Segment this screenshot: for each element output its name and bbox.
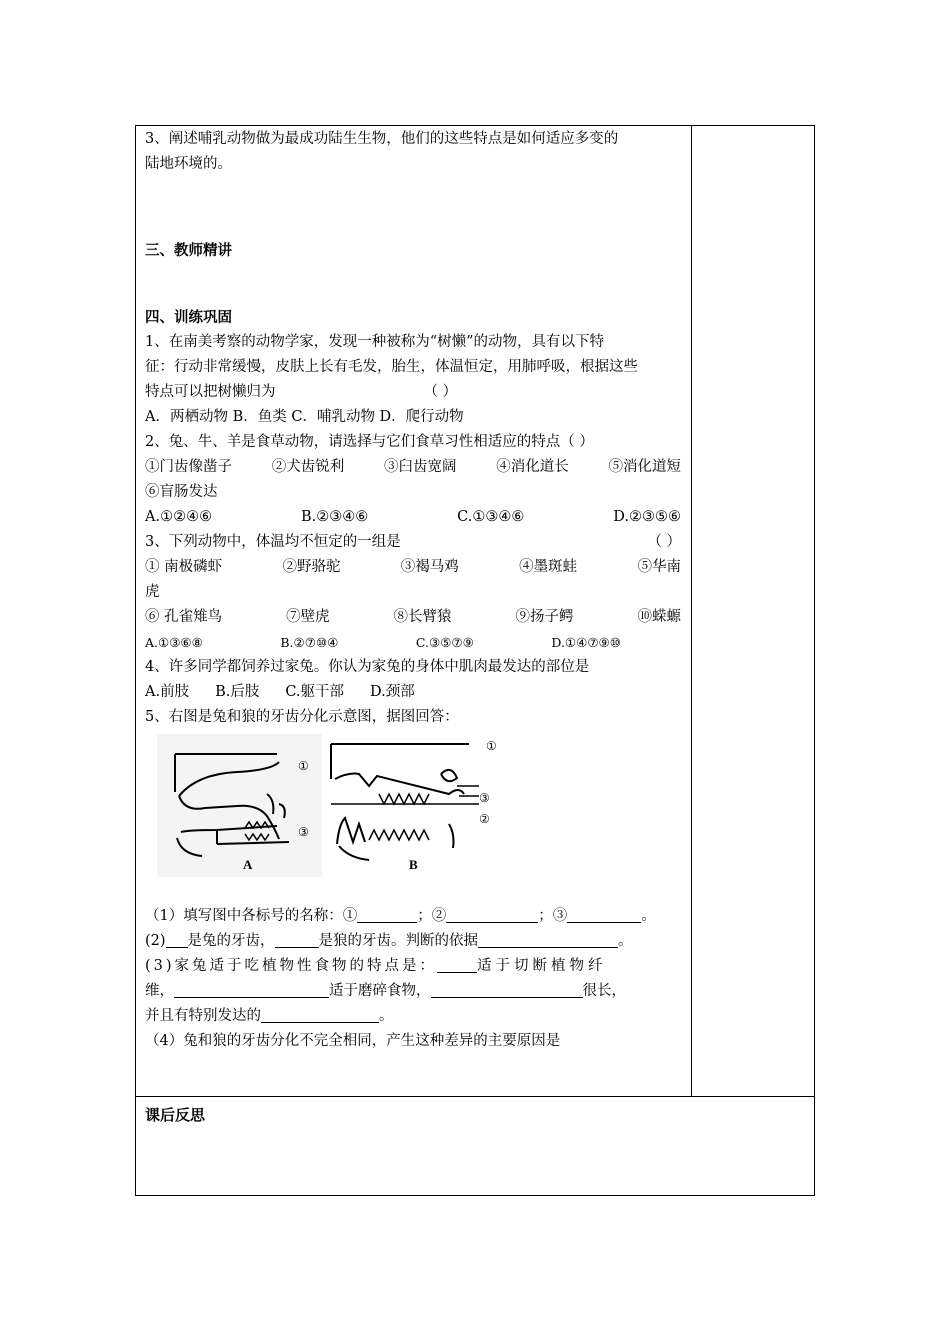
blank-field[interactable]: [357, 906, 417, 923]
q5-sub2-text: 是狼的牙齿。判断的依据: [318, 933, 479, 949]
mark-3: ③: [298, 825, 309, 839]
q2-option: A.①②④⑥: [145, 509, 213, 525]
q3-stem-row: [145, 530, 681, 555]
blank-field[interactable]: [261, 1006, 379, 1023]
q3-animal: ⑤华南: [637, 559, 681, 575]
q5-stem: 5、右图是兔和狼的牙齿分化示意图，据图回答：: [145, 709, 459, 725]
q2-option: B.②③④⑥: [300, 509, 369, 525]
q3-animal: ⑥ 孔雀雉鸟: [145, 609, 223, 625]
q5-sub3-text: 。: [379, 1008, 394, 1024]
blank-field[interactable]: [275, 931, 319, 948]
q2-feature: ①门齿像凿子: [145, 459, 232, 475]
q1-line3: [145, 380, 681, 405]
q5-sub2-num: (2): [145, 933, 166, 949]
q3-animal: ④墨斑蛙: [519, 559, 578, 575]
blank-field[interactable]: [478, 931, 618, 948]
q2-options: [145, 505, 681, 530]
q3-animal: ⑩蝾螈: [637, 609, 681, 625]
q2-option: C.①③④⑥: [457, 509, 525, 525]
figure-b-label: B: [409, 857, 418, 872]
figure-a-label: A: [243, 857, 253, 872]
reflection-title: 课后反思: [145, 1106, 206, 1124]
q3-paren: （ ）: [647, 534, 681, 550]
q2-feature6: ⑥盲肠发达: [145, 484, 218, 500]
q3-options: [145, 630, 681, 655]
q2-feature: ②犬齿锐利: [271, 459, 345, 475]
q5-sub3-text: 并且有特别发达的: [145, 1008, 261, 1024]
blank-field[interactable]: [431, 981, 583, 998]
q1-options: A．两栖动物 B．鱼类 C．哺乳动物 D．爬行动物: [145, 409, 464, 425]
q2-feature: ③臼齿宽阔: [384, 459, 457, 475]
q3-option: C.③⑤⑦⑨: [415, 635, 474, 650]
q3-animal: ⑨扬子鳄: [515, 609, 574, 625]
wolf-skull-figure: [329, 734, 515, 877]
q4-option: A.前肢: [145, 684, 190, 700]
q5-sub1-sep: ；②: [417, 908, 447, 924]
q5-sub3-text: (3)家兔适于吃植物性食物的特点是：: [145, 958, 438, 974]
q1-paren: （ ）: [423, 384, 458, 400]
q4-options: [145, 680, 681, 705]
q4-stem: 4、许多同学都饲养过家兔。你认为家兔的身体中肌肉最发达的部位是: [145, 659, 590, 675]
q2-option: D.②③⑤⑥: [613, 509, 681, 525]
q5-sub1-text: （1）填写图中各标号的名称：①: [145, 908, 358, 924]
blank-field[interactable]: [567, 906, 641, 923]
q5-sub3-text: 很长，: [582, 983, 626, 999]
q5-sub3-text: 适于磨碎食物，: [329, 983, 431, 999]
q2-feature: ④消化道长: [496, 459, 569, 475]
q3-option: B.②⑦⑩④: [280, 635, 339, 650]
q1-line1: 1、在南美考察的动物学家，发现一种被称为“树懒”的动物，具有以下特: [145, 334, 605, 350]
q3-text-line1: 3、阐述哺乳动物做为最成功陆生生物，他们的这些特点是如何适应多变的: [145, 131, 619, 147]
q5-sub3-text: 维，: [145, 983, 174, 999]
q3-animals-row1: [145, 555, 681, 580]
q3-animals-row2: [145, 605, 681, 630]
mark-1: ①: [486, 739, 497, 753]
q3-animal: ① 南极磷虾: [145, 559, 223, 575]
blank-field[interactable]: [166, 931, 188, 948]
worksheet-table: [135, 125, 815, 1196]
row-divider: [136, 1096, 814, 1097]
mark-1: ①: [298, 759, 309, 773]
teeth-figures: [145, 734, 681, 904]
q5-sub2-end: 。: [618, 933, 633, 949]
q5-sub2: [145, 929, 681, 954]
column-divider: [691, 126, 692, 1096]
q5-sub1-end: 。: [641, 908, 656, 924]
blank-field[interactable]: [446, 906, 538, 923]
q5-sub3-text: 适于切断植物纤: [477, 958, 607, 974]
q1-line2: 征：行动非常缓慢，皮肤上长有毛发，胎生，体温恒定，用肺呼吸，根据这些: [145, 359, 638, 375]
rabbit-skull-figure: [157, 734, 322, 877]
q2-features: [145, 455, 681, 480]
q5-sub3-line2: [145, 979, 681, 1004]
q5-sub1-sep: ；③: [538, 908, 568, 924]
q3-text-line2: 陆地环境的。: [145, 156, 232, 172]
blank-field[interactable]: [437, 956, 477, 973]
q3-option: D.①④⑦⑨⑩: [551, 635, 621, 650]
q3-option: A.①③⑥⑧: [145, 635, 203, 650]
main-cell: [145, 126, 681, 1054]
q5-sub2-text: 是兔的牙齿，: [187, 933, 275, 949]
q4-option: C.躯干部: [285, 684, 345, 700]
q3-animal: ⑧长臂猿: [393, 609, 452, 625]
q2-feature: ⑤消化道短: [608, 459, 681, 475]
mark-2: ②: [479, 812, 490, 826]
q3-stem: 3、下列动物中，体温均不恒定的一组是: [145, 534, 401, 550]
q5-sub3-line1: [145, 954, 681, 979]
q3-animals-row1-cont: 虎: [145, 584, 160, 600]
q3-animal: ②野骆驼: [282, 559, 341, 575]
section3-title: 三、教师精讲: [145, 242, 232, 259]
q4-option: D.颈部: [370, 684, 415, 700]
section4-title: 四、训练巩固: [145, 309, 232, 326]
mark-3: ③: [479, 791, 490, 805]
q5-sub1: [145, 904, 681, 929]
q5-sub3-line3: [145, 1004, 681, 1029]
q3-animal: ⑦壁虎: [286, 609, 330, 625]
q1-line3-text: 特点可以把树懒归为: [145, 384, 276, 400]
q5-sub4: （4）兔和狼的牙齿分化不完全相同，产生这种差异的主要原因是: [145, 1033, 561, 1049]
q2-stem: 2、兔、牛、羊是食草动物，请选择与它们食草习性相适应的特点（ ）: [145, 434, 594, 450]
q3-animal: ③褐马鸡: [400, 559, 459, 575]
q4-option: B.后肢: [215, 684, 260, 700]
blank-field[interactable]: [174, 981, 329, 998]
